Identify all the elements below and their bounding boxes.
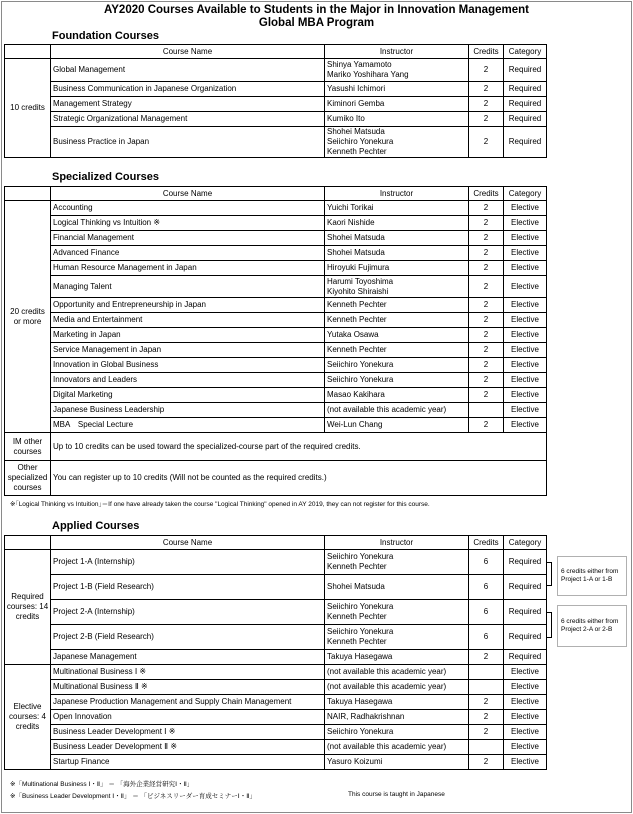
category-cell: Required	[504, 112, 547, 127]
instructor-name: Kenneth Pechter	[327, 637, 387, 646]
project1-note	[561, 568, 618, 584]
foundation-title: Foundation Courses	[52, 30, 159, 42]
col-category: Category	[504, 536, 547, 550]
table-row	[5, 343, 547, 358]
course-name-cell: Advanced Finance	[51, 246, 325, 261]
instructor-cell	[325, 97, 469, 112]
course-name-cell: Logical Thinking vs Intuition ※	[51, 216, 325, 231]
instructor-name: (not available this academic year)	[327, 667, 447, 676]
credits-cell: 2	[469, 650, 504, 665]
instructor-name: Takuya Hasegawa	[327, 697, 393, 706]
instructor-name: Seiichiro Yonekura	[327, 627, 394, 636]
course-name-cell: Open Innovation	[51, 710, 325, 725]
instructor-name: Yutaka Osawa	[327, 330, 379, 339]
col-course-name: Course Name	[51, 187, 325, 201]
course-name-cell: Multinational Business Ⅰ ※	[51, 665, 325, 680]
course-name-cell: Global Management	[51, 59, 325, 82]
course-name-cell: Business Communication in Japanese Organization	[51, 82, 325, 97]
col-instructor: Instructor	[325, 536, 469, 550]
course-name-cell: Startup Finance	[51, 755, 325, 770]
specialized-table	[4, 186, 547, 496]
specialized-footnote: ※｢Logical Thinking vs Intuition｣＝If one have already taken the course "Logical Thinking" opened in AY 2019, they can not register for this course.	[10, 501, 430, 508]
table-row	[5, 328, 547, 343]
credits-cell: 6	[469, 625, 504, 650]
instructor-cell	[325, 373, 469, 388]
table-row	[5, 82, 547, 97]
instructor-name: Kenneth Pechter	[327, 562, 387, 571]
instructor-cell	[325, 231, 469, 246]
credits-cell	[469, 403, 504, 418]
applied-title: Applied Courses	[52, 520, 140, 532]
table-row	[5, 59, 547, 82]
project2-note-line1: 6 credits either from	[561, 618, 619, 625]
instructor-name: Yasuro Koizumi	[327, 757, 383, 766]
credits-cell: 2	[469, 127, 504, 158]
credits-cell: 2	[469, 313, 504, 328]
table-header-row	[5, 45, 547, 59]
category-cell: Elective	[504, 261, 547, 276]
table-row	[5, 710, 547, 725]
col-credits: Credits	[469, 536, 504, 550]
category-cell: Elective	[504, 710, 547, 725]
table-row	[5, 600, 547, 625]
credits-cell: 2	[469, 112, 504, 127]
course-name-cell: Innovation in Global Business	[51, 358, 325, 373]
applied-footnote-1: ※「Multinational Business Ⅰ・Ⅱ」 ＝ 「海外企業経営研究Ⅰ・Ⅱ」	[10, 781, 194, 788]
credits-cell: 2	[469, 231, 504, 246]
instructor-cell	[325, 418, 469, 433]
course-name-cell: Project 2-A (Internship)	[51, 600, 325, 625]
credits-cell: 2	[469, 97, 504, 112]
instructor-name: Yuichi Torikai	[327, 203, 374, 212]
instructor-cell	[325, 246, 469, 261]
project1-brace	[547, 562, 552, 586]
credits-cell: 6	[469, 600, 504, 625]
credits-cell	[469, 665, 504, 680]
credits-cell: 2	[469, 725, 504, 740]
instructor-cell	[325, 59, 469, 82]
instructor-cell	[325, 710, 469, 725]
table-row	[5, 246, 547, 261]
table-row	[5, 418, 547, 433]
credits-cell: 2	[469, 261, 504, 276]
instructor-cell	[325, 276, 469, 298]
col-credits: Credits	[469, 187, 504, 201]
applied-table	[4, 535, 547, 770]
instructor-name: Kumiko Ito	[327, 114, 365, 123]
instructor-name: Shinya Yamamoto	[327, 60, 392, 69]
instructor-name: (not available this academic year)	[327, 405, 447, 414]
instructor-cell	[325, 550, 469, 575]
category-cell: Elective	[504, 740, 547, 755]
credits-cell	[469, 740, 504, 755]
group-header-cell	[5, 536, 51, 550]
course-name-cell: Media and Entertainment	[51, 313, 325, 328]
table-row	[5, 695, 547, 710]
table-row	[5, 201, 547, 216]
group-header-cell	[5, 45, 51, 59]
instructor-cell	[325, 695, 469, 710]
category-cell: Elective	[504, 403, 547, 418]
instructor-name: Kenneth Pechter	[327, 345, 387, 354]
instructor-name: NAIR, Radhakrishnan	[327, 712, 405, 721]
instructor-cell	[325, 82, 469, 97]
course-name-cell: Financial Management	[51, 231, 325, 246]
table-header-row	[5, 536, 547, 550]
credits-cell: 2	[469, 388, 504, 403]
im-other-courses-row	[5, 433, 547, 461]
instructor-cell	[325, 343, 469, 358]
instructor-name: Seiichiro Yonekura	[327, 727, 394, 736]
category-cell: Elective	[504, 665, 547, 680]
instructor-name: Seiichiro Yonekura	[327, 360, 394, 369]
instructor-name: Shohei Matsuda	[327, 127, 385, 136]
course-name-cell: Accounting	[51, 201, 325, 216]
col-credits: Credits	[469, 45, 504, 59]
course-name-cell: MBA Special Lecture	[51, 418, 325, 433]
course-name-cell: Japanese Production Management and Supply Chain Management	[51, 695, 325, 710]
project2-brace	[547, 612, 552, 638]
project2-note-line2: Project 2-A or 2-B	[561, 626, 613, 633]
table-row	[5, 231, 547, 246]
credits-cell: 2	[469, 358, 504, 373]
category-cell: Elective	[504, 328, 547, 343]
instructor-name: Shohei Matsuda	[327, 248, 385, 257]
credits-cell: 2	[469, 418, 504, 433]
instructor-cell	[325, 680, 469, 695]
course-name-cell: Managing Talent	[51, 276, 325, 298]
credits-cell: 2	[469, 695, 504, 710]
instructor-cell	[325, 665, 469, 680]
instructor-name: (not available this academic year)	[327, 682, 447, 691]
course-name-cell: Marketing in Japan	[51, 328, 325, 343]
credits-cell: 2	[469, 710, 504, 725]
credits-cell: 2	[469, 343, 504, 358]
instructor-name: Shohei Matsuda	[327, 233, 385, 242]
category-cell: Required	[504, 59, 547, 82]
instructor-name: Kenneth Pechter	[327, 300, 387, 309]
category-cell: Elective	[504, 373, 547, 388]
instructor-cell	[325, 313, 469, 328]
table-row	[5, 313, 547, 328]
credits-cell: 2	[469, 276, 504, 298]
page-subtitle: Global MBA Program	[258, 17, 375, 29]
category-cell: Required	[504, 575, 547, 600]
instructor-cell	[325, 650, 469, 665]
credits-cell: 2	[469, 216, 504, 231]
table-row	[5, 680, 547, 695]
col-category: Category	[504, 45, 547, 59]
course-name-cell: Strategic Organizational Management	[51, 112, 325, 127]
course-name-cell: Management Strategy	[51, 97, 325, 112]
credits-cell: 2	[469, 755, 504, 770]
category-cell: Elective	[504, 201, 547, 216]
category-cell: Elective	[504, 680, 547, 695]
credits-cell: 2	[469, 59, 504, 82]
table-row	[5, 650, 547, 665]
course-name-cell: Japanese Business Leadership	[51, 403, 325, 418]
im-other-courses-row-label: IM other courses	[5, 433, 51, 461]
instructor-cell	[325, 261, 469, 276]
table-row	[5, 276, 547, 298]
category-cell: Required	[504, 625, 547, 650]
table-row	[5, 358, 547, 373]
instructor-name: Takuya Hasegawa	[327, 652, 393, 661]
category-cell: Required	[504, 600, 547, 625]
instructor-name: Kenneth Pechter	[327, 612, 387, 621]
group-header-cell	[5, 187, 51, 201]
table-row	[5, 261, 547, 276]
course-name-cell: Human Resource Management in Japan	[51, 261, 325, 276]
instructor-cell	[325, 388, 469, 403]
table-row	[5, 112, 547, 127]
category-cell: Required	[504, 82, 547, 97]
table-header-row	[5, 187, 547, 201]
instructor-cell	[325, 298, 469, 313]
table-row	[5, 388, 547, 403]
credits-cell: 2	[469, 328, 504, 343]
instructor-name: Yasushi Ichimori	[327, 84, 386, 93]
col-course-name: Course Name	[51, 536, 325, 550]
instructor-name: Wei-Lun Chang	[327, 420, 383, 429]
instructor-name: Hiroyuki Fujimura	[327, 263, 390, 272]
foundation-credit-group: 10 credits	[5, 59, 51, 158]
table-row	[5, 575, 547, 600]
category-cell: Elective	[504, 216, 547, 231]
course-name-cell: Project 1-B (Field Research)	[51, 575, 325, 600]
course-name-cell: Innovators and Leaders	[51, 373, 325, 388]
col-category: Category	[504, 187, 547, 201]
course-name-cell: Project 1-A (Internship)	[51, 550, 325, 575]
instructor-cell	[325, 740, 469, 755]
instructor-name: Harumi Toyoshima	[327, 276, 394, 286]
instructor-cell	[325, 600, 469, 625]
category-cell: Elective	[504, 231, 547, 246]
course-name-cell: Service Management in Japan	[51, 343, 325, 358]
category-cell: Elective	[504, 695, 547, 710]
credits-cell: 2	[469, 298, 504, 313]
credits-cell: 2	[469, 373, 504, 388]
category-cell: Elective	[504, 313, 547, 328]
project1-note-line2: Project 1-A or 1-B	[561, 576, 613, 583]
instructor-cell	[325, 112, 469, 127]
table-row	[5, 665, 547, 680]
instructor-name: Kiminori Gemba	[327, 99, 385, 108]
instructor-cell	[325, 725, 469, 740]
course-name-cell: Project 2-B (Field Research)	[51, 625, 325, 650]
category-cell: Elective	[504, 388, 547, 403]
course-name-cell: Business Practice in Japan	[51, 127, 325, 158]
instructor-name: Seiichiro Yonekura	[327, 552, 394, 561]
table-row	[5, 403, 547, 418]
credits-cell: 2	[469, 201, 504, 216]
instructor-name: (not available this academic year)	[327, 742, 447, 751]
project2-note	[561, 618, 618, 634]
table-row	[5, 740, 547, 755]
category-cell: Required	[504, 550, 547, 575]
category-cell: Required	[504, 650, 547, 665]
table-row	[5, 550, 547, 575]
instructor-name: Kiyohito Shiraishi	[327, 286, 389, 296]
table-row	[5, 755, 547, 770]
table-row	[5, 725, 547, 740]
course-name-cell: Business Leader Development Ⅰ ※	[51, 725, 325, 740]
col-instructor: Instructor	[325, 187, 469, 201]
specialized-credit-group: 20 credits or more	[5, 201, 51, 433]
instructor-cell	[325, 328, 469, 343]
page-title: AY2020 Courses Available to Students in the Major in Innovation Management	[104, 4, 529, 16]
table-row	[5, 373, 547, 388]
credits-cell: 2	[469, 82, 504, 97]
category-cell: Elective	[504, 358, 547, 373]
category-cell: Required	[504, 97, 547, 112]
instructor-cell	[325, 625, 469, 650]
project1-note-line1: 6 credits either from	[561, 568, 619, 575]
instructor-cell	[325, 216, 469, 231]
other-specialized-row-label: Other specialized courses	[5, 461, 51, 496]
instructor-name: Mariko Yoshihara Yang	[327, 70, 409, 79]
category-cell: Elective	[504, 298, 547, 313]
credits-cell: 2	[469, 246, 504, 261]
instructor-name: Masao Kakihara	[327, 390, 385, 399]
course-name-cell: Opportunity and Entrepreneurship in Japan	[51, 298, 325, 313]
instructor-cell	[325, 127, 469, 158]
other-specialized-row	[5, 461, 547, 496]
table-row	[5, 216, 547, 231]
table-row	[5, 298, 547, 313]
instructor-name: Seiichiro Yonekura	[327, 137, 394, 146]
category-cell: Elective	[504, 725, 547, 740]
applied-footnote-3: This course is taught in Japanese	[348, 791, 445, 798]
col-course-name: Course Name	[51, 45, 325, 59]
im-other-courses-row-text: Up to 10 credits can be used toward the specialized-course part of the required credits.	[51, 433, 547, 461]
credits-cell: 6	[469, 575, 504, 600]
instructor-name: Kenneth Pechter	[327, 147, 387, 156]
instructor-cell	[325, 358, 469, 373]
instructor-name: Kenneth Pechter	[327, 315, 387, 324]
category-cell: Elective	[504, 418, 547, 433]
instructor-name: Kaori Nishide	[327, 218, 375, 227]
instructor-cell	[325, 403, 469, 418]
category-cell: Required	[504, 127, 547, 158]
course-name-cell: Multinational Business Ⅱ ※	[51, 680, 325, 695]
course-name-cell: Japanese Management	[51, 650, 325, 665]
specialized-title: Specialized Courses	[52, 171, 159, 183]
credits-cell	[469, 680, 504, 695]
instructor-cell	[325, 575, 469, 600]
course-name-cell: Business Leader Development Ⅱ ※	[51, 740, 325, 755]
category-cell: Elective	[504, 343, 547, 358]
category-cell: Elective	[504, 755, 547, 770]
instructor-name: Seiichiro Yonekura	[327, 602, 394, 611]
applied-required-group: Required courses: 14 credits	[5, 550, 51, 665]
foundation-table	[4, 44, 547, 158]
instructor-name: Shohei Matsuda	[327, 582, 385, 591]
col-instructor: Instructor	[325, 45, 469, 59]
table-row	[5, 625, 547, 650]
category-cell: Elective	[504, 246, 547, 261]
instructor-cell	[325, 755, 469, 770]
category-cell: Elective	[504, 276, 547, 298]
table-row	[5, 97, 547, 112]
table-row	[5, 127, 547, 158]
instructor-name: Seiichiro Yonekura	[327, 375, 394, 384]
credits-cell: 6	[469, 550, 504, 575]
instructor-cell	[325, 201, 469, 216]
applied-footnote-2: ※「Business Leader Development Ⅰ・Ⅱ」 ＝ 「ビジネスリーダー育成セミナーⅠ・Ⅱ」	[10, 793, 256, 800]
other-specialized-row-text: You can register up to 10 credits (Will not be counted as the required credits.)	[51, 461, 547, 496]
applied-elective-group: Elective courses: 4 credits	[5, 665, 51, 770]
course-name-cell: Digital Marketing	[51, 388, 325, 403]
